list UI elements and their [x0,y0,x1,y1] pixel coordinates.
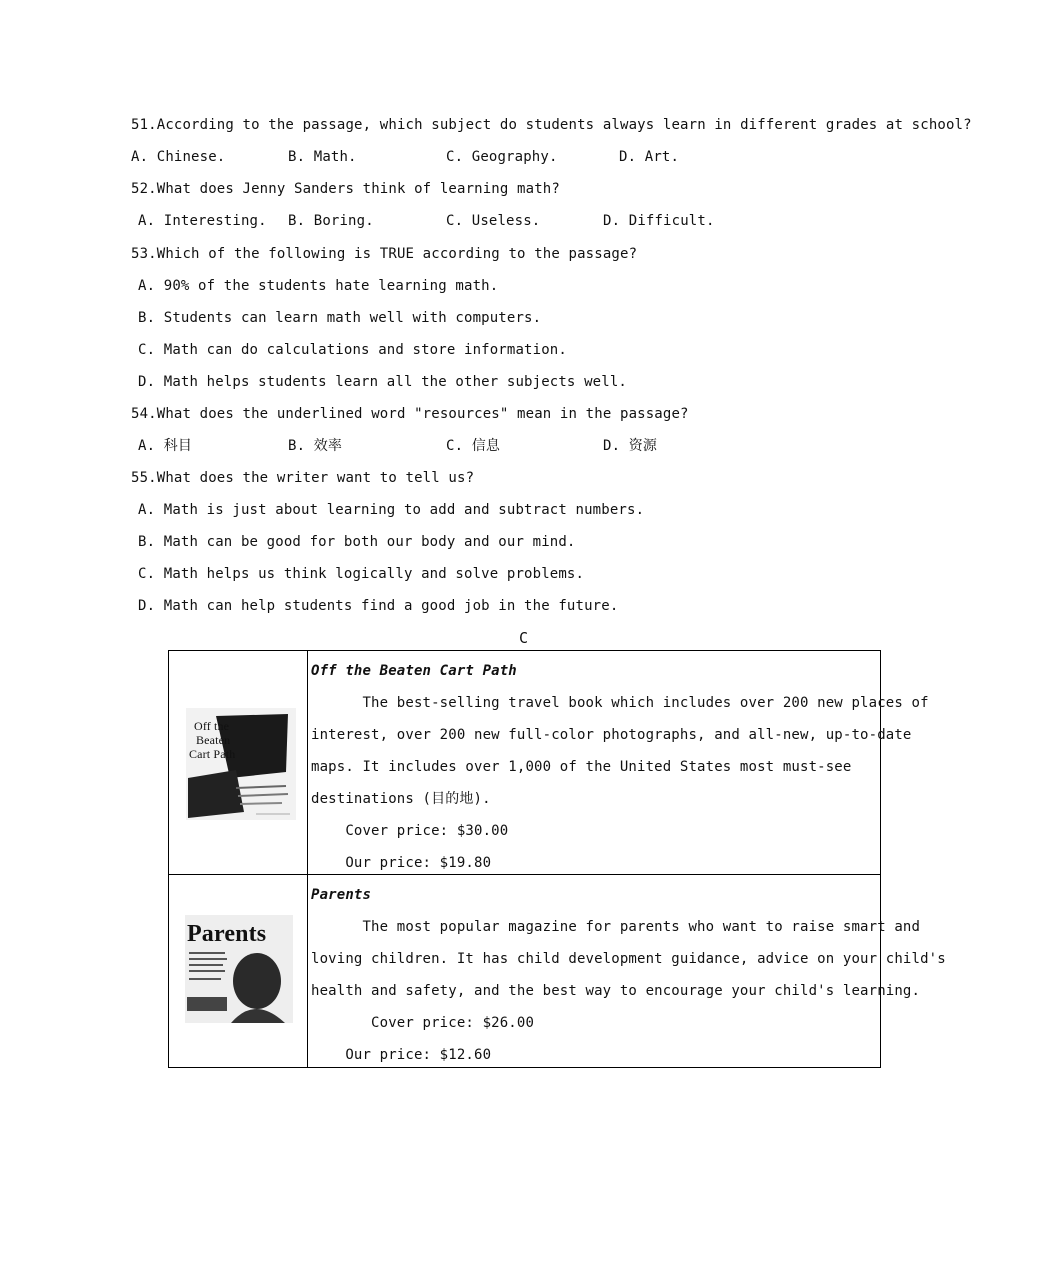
option-a: A. Chinese. [131,149,226,165]
option-c: C. Math helps us think logically and solve problems. [138,566,585,582]
ad-description-line: destinations (目的地). [311,791,491,807]
ad-image-cell [169,651,308,875]
cover-price: Cover price: $30.00 [311,823,509,839]
our-price: Our price: $19.80 [311,855,492,871]
ad-text-cell [308,875,946,1068]
question-51-stem: 51.According to the passage, which subject do students always learn in different grades at school? [131,117,972,133]
option-d: D. 资源 [603,438,658,454]
ad-title: Parents [311,887,372,903]
option-b: B. 效率 [288,438,343,454]
our-price: Our price: $12.60 [311,1047,492,1063]
question-54-options [131,436,851,456]
question-53-stem: 53.Which of the following is TRUE according to the passage? [131,246,638,262]
book-cover-image [186,708,296,820]
ad-description-line: maps. It includes over 1,000 of the United States most must-see [311,759,852,775]
section-letter: C [519,629,529,647]
option-a: A. 90% of the students hate learning math. [138,278,499,294]
question-52-stem: 52.What does Jenny Sanders think of learning math? [131,181,560,197]
option-a: A. Interesting. [138,213,267,229]
cover-price: Cover price: $26.00 [311,1015,535,1031]
option-c: C. 信息 [446,438,501,454]
option-d: D. Art. [619,149,680,165]
ad-description-line: health and safety, and the best way to encourage your child's learning. [311,983,921,999]
option-c: C. Geography. [446,149,558,165]
ad-row [169,651,881,875]
magazine-cover-image [185,915,293,1023]
book-cover-text-3: Cart Path [189,747,236,761]
question-55-stem: 55.What does the writer want to tell us? [131,470,475,486]
option-a: A. 科目 [138,438,193,454]
question-51-options [131,147,851,167]
question-52-options [131,211,851,231]
ad-text-cell [308,651,929,875]
ad-description-line: interest, over 200 new full-color photographs, and all-new, up-to-date [311,727,912,743]
ad-image-cell [169,875,308,1068]
ad-title: Off the Beaten Cart Path [311,663,517,679]
ad-description-line: The most popular magazine for parents who want to raise smart and [311,919,921,935]
book-cover-text-2: Beaten [196,733,231,747]
ad-row [169,875,881,1068]
option-a: A. Math is just about learning to add and subtract numbers. [138,502,645,518]
book-cover-text-1: Off the [194,719,230,733]
option-d: D. Math can help students find a good job in the future. [138,598,619,614]
option-b: B. Math. [288,149,357,165]
option-b: B. Math can be good for both our body and our mind. [138,534,576,550]
ad-description-line: The best-selling travel book which includes over 200 new places of [311,695,929,711]
magazine-cover-title: Parents [187,921,267,947]
option-d: D. Difficult. [603,213,715,229]
ads-table [168,650,946,1068]
option-c: C. Math can do calculations and store information. [138,342,567,358]
ad-description-line: loving children. It has child development guidance, advice on your child's [311,951,946,967]
question-54-stem: 54.What does the underlined word "resources" mean in the passage? [131,406,689,422]
option-b: B. Students can learn math well with computers. [138,310,542,326]
option-c: C. Useless. [446,213,541,229]
option-d: D. Math helps students learn all the other subjects well. [138,374,627,390]
option-b: B. Boring. [288,213,374,229]
